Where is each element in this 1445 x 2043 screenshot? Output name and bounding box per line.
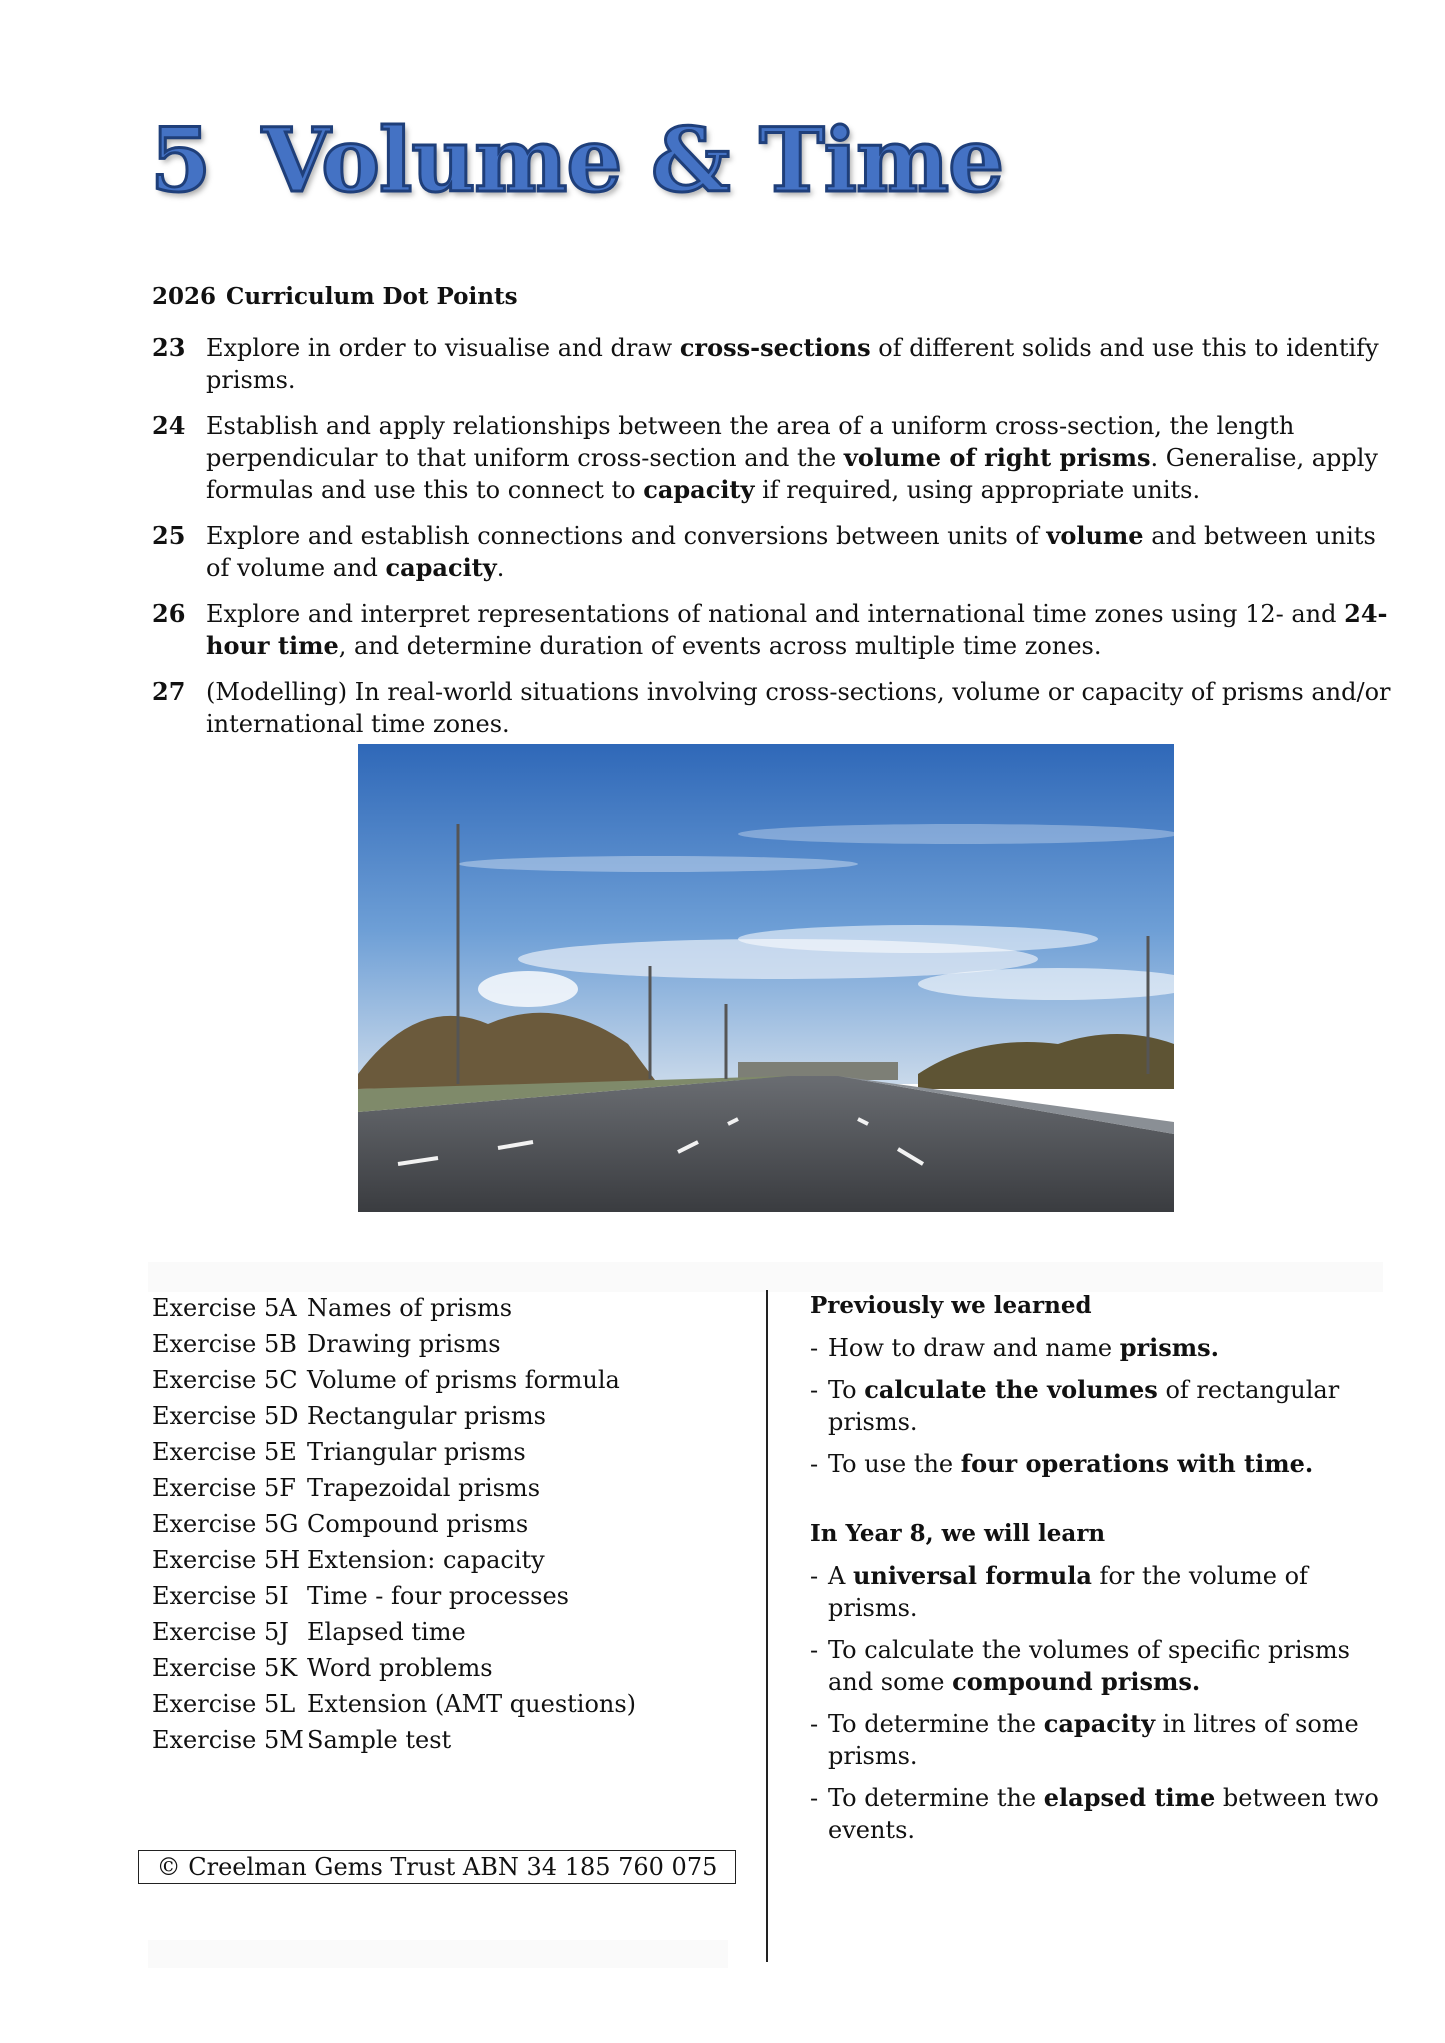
bold-text: cross-sections xyxy=(679,333,871,362)
exercise-item xyxy=(152,1362,636,1398)
exercise-code: Exercise 5B xyxy=(152,1330,297,1358)
year8-section xyxy=(810,1518,1390,1856)
dot-point xyxy=(152,598,1392,662)
dot-point-text xyxy=(206,676,1392,740)
text-segment: To calculate the volumes of specific prisms and some xyxy=(828,1636,1350,1696)
previously-learned-section xyxy=(810,1290,1390,1490)
cloud xyxy=(478,971,578,1007)
bullet-text xyxy=(828,1634,1390,1698)
exercise-code: Exercise 5H xyxy=(152,1546,301,1574)
dot-point xyxy=(152,332,1392,396)
exercise-name: Triangular prisms xyxy=(307,1438,526,1466)
text-segment: , and determine duration of events across multiple time zones. xyxy=(338,632,1102,660)
bullet-dash: - xyxy=(810,1562,819,1590)
exercise-item xyxy=(152,1290,636,1326)
chapter-title-text: Volume & Time xyxy=(262,108,1004,212)
exercise-name: Compound prisms xyxy=(307,1510,529,1538)
curriculum-heading-text: Curriculum Dot Points xyxy=(226,283,518,310)
bullet-dash: - xyxy=(810,1450,819,1478)
exercise-code: Exercise 5L xyxy=(152,1690,296,1718)
exercise-name: Names of prisms xyxy=(307,1294,513,1322)
chapter-number: 5 xyxy=(150,108,211,212)
exercise-item xyxy=(152,1506,636,1542)
exercise-item xyxy=(152,1686,636,1722)
exercise-code: Exercise 5C xyxy=(152,1366,298,1394)
exercise-item xyxy=(152,1470,636,1506)
exercise-code: Exercise 5I xyxy=(152,1582,289,1610)
text-segment: A xyxy=(828,1562,853,1590)
exercise-item xyxy=(152,1650,636,1686)
exercise-name: Word problems xyxy=(307,1654,493,1682)
dot-point xyxy=(152,410,1392,506)
chapter-title xyxy=(150,108,1003,212)
dot-point-number: 24 xyxy=(152,411,186,440)
bold-text: volume of right prisms xyxy=(843,443,1151,472)
bullet-dash: - xyxy=(810,1636,819,1664)
column-divider xyxy=(766,1290,768,1962)
text-segment: of different solids and use this to identify prisms. xyxy=(206,334,1379,394)
curriculum-heading xyxy=(152,283,518,310)
bullet-item xyxy=(810,1560,1390,1624)
background-band xyxy=(148,1940,728,1968)
text-segment: of rectangular prisms. xyxy=(828,1376,1340,1436)
text-segment: Explore and establish connections and conversions between units of xyxy=(206,522,1047,550)
bullet-dash: - xyxy=(810,1784,819,1812)
cloud xyxy=(458,856,858,872)
exercise-name: Volume of prisms formula xyxy=(307,1366,620,1394)
exercise-item xyxy=(152,1434,636,1470)
exercise-code: Exercise 5K xyxy=(152,1654,298,1682)
curriculum-year: 2026 xyxy=(152,283,217,310)
exercise-item xyxy=(152,1578,636,1614)
bold-text: calculate the volumes xyxy=(864,1375,1158,1404)
dot-point-text xyxy=(206,520,1392,584)
bold-text: prisms. xyxy=(1119,1333,1220,1362)
dot-point-number: 26 xyxy=(152,599,186,628)
exercise-item xyxy=(152,1542,636,1578)
bold-text: capacity xyxy=(643,475,755,504)
bold-text: 24-hour time xyxy=(206,599,1388,660)
bullet-item xyxy=(810,1332,1390,1364)
dot-point-text xyxy=(206,332,1392,396)
bullet-item xyxy=(810,1782,1390,1846)
text-segment: To determine the xyxy=(828,1710,1044,1738)
exercise-code: Exercise 5D xyxy=(152,1402,299,1430)
exercise-list xyxy=(152,1290,636,1758)
cloud xyxy=(738,824,1174,844)
exercise-code: Exercise 5J xyxy=(152,1618,289,1646)
exercise-name: Trapezoidal prisms xyxy=(307,1474,541,1502)
text-segment: and between units of volume and xyxy=(206,522,1376,582)
text-segment: To determine the xyxy=(828,1784,1044,1812)
dot-point-number: 27 xyxy=(152,677,186,706)
text-segment: Establish and apply relationships between the area of a uniform cross-section, the length perpendicular to that uniform cross-section and the xyxy=(206,412,1295,472)
dot-point-text xyxy=(206,410,1392,506)
cloud xyxy=(738,925,1098,953)
exercise-code: Exercise 5A xyxy=(152,1294,297,1322)
dot-point xyxy=(152,676,1392,740)
dot-point-number: 25 xyxy=(152,521,186,550)
text-segment: in litres of some prisms. xyxy=(828,1710,1359,1770)
bullet-dash: - xyxy=(810,1334,819,1362)
exercise-code: Exercise 5G xyxy=(152,1510,299,1538)
dot-point-text xyxy=(206,598,1392,662)
exercise-name: Sample test xyxy=(307,1726,452,1754)
year8-list xyxy=(810,1560,1390,1846)
exercise-item xyxy=(152,1722,636,1758)
bullet-item xyxy=(810,1448,1390,1480)
bullet-text xyxy=(828,1332,1219,1364)
bullet-text xyxy=(828,1782,1390,1846)
curriculum-dot-points xyxy=(152,332,1392,754)
text-segment: To use the xyxy=(828,1450,961,1478)
text-segment: How to draw and name xyxy=(828,1334,1120,1362)
exercise-code: Exercise 5E xyxy=(152,1438,297,1466)
bold-text: compound prisms. xyxy=(952,1667,1201,1696)
text-segment: Explore in order to visualise and draw xyxy=(206,334,680,362)
text-segment: for the volume of prisms. xyxy=(828,1562,1308,1622)
year8-heading: In Year 8, we will learn xyxy=(810,1520,1106,1547)
bold-text: universal formula xyxy=(852,1561,1092,1590)
dot-point xyxy=(152,520,1392,584)
exercise-name: Time - four processes xyxy=(307,1582,569,1610)
bullet-item xyxy=(810,1374,1390,1438)
bullet-dash: - xyxy=(810,1710,819,1738)
bullet-text xyxy=(828,1708,1390,1772)
dot-point-number: 23 xyxy=(152,333,186,362)
bullet-item xyxy=(810,1634,1390,1698)
exercise-name: Drawing prisms xyxy=(307,1330,501,1358)
bullet-text xyxy=(828,1374,1390,1438)
bullet-text xyxy=(828,1448,1313,1480)
previously-learned-list xyxy=(810,1332,1390,1480)
text-segment: between two events. xyxy=(828,1784,1379,1844)
bullet-text xyxy=(828,1560,1390,1624)
highway-photo-svg xyxy=(358,744,1174,1212)
text-segment: . xyxy=(496,554,505,582)
bold-text: capacity xyxy=(1043,1709,1156,1738)
background-band xyxy=(148,1262,1383,1292)
text-segment: if required, using appropriate units. xyxy=(754,476,1201,504)
text-segment: (Modelling) In real-world situations involving cross-sections, volume or capacity of prisms and/or international time zones. xyxy=(206,678,1391,738)
exercise-name: Extension: capacity xyxy=(307,1546,545,1574)
bold-text: elapsed time xyxy=(1043,1783,1216,1812)
exercise-name: Rectangular prisms xyxy=(307,1402,546,1430)
exercise-code: Exercise 5F xyxy=(152,1474,296,1502)
bold-text: volume xyxy=(1046,521,1144,550)
bold-text: capacity xyxy=(385,553,497,582)
previously-learned-heading: Previously we learned xyxy=(810,1292,1092,1319)
bullet-item xyxy=(810,1708,1390,1772)
exercise-item xyxy=(152,1398,636,1434)
copyright-box: © Creelman Gems Trust ABN 34 185 760 075 xyxy=(138,1850,736,1884)
text-segment: . Generalise, apply formulas and use this to connect to xyxy=(206,444,1378,504)
exercise-item xyxy=(152,1326,636,1362)
bullet-dash: - xyxy=(810,1376,819,1404)
highway-photo xyxy=(358,744,1174,1212)
text-segment: Explore and interpret representations of national and international time zones using 12- and xyxy=(206,600,1345,628)
exercise-item xyxy=(152,1614,636,1650)
text-segment: To xyxy=(828,1376,865,1404)
exercise-code: Exercise 5M xyxy=(152,1726,304,1754)
bold-text: four operations with time. xyxy=(960,1449,1314,1478)
exercise-name: Elapsed time xyxy=(307,1618,466,1646)
exercise-name: Extension (AMT questions) xyxy=(307,1690,637,1718)
